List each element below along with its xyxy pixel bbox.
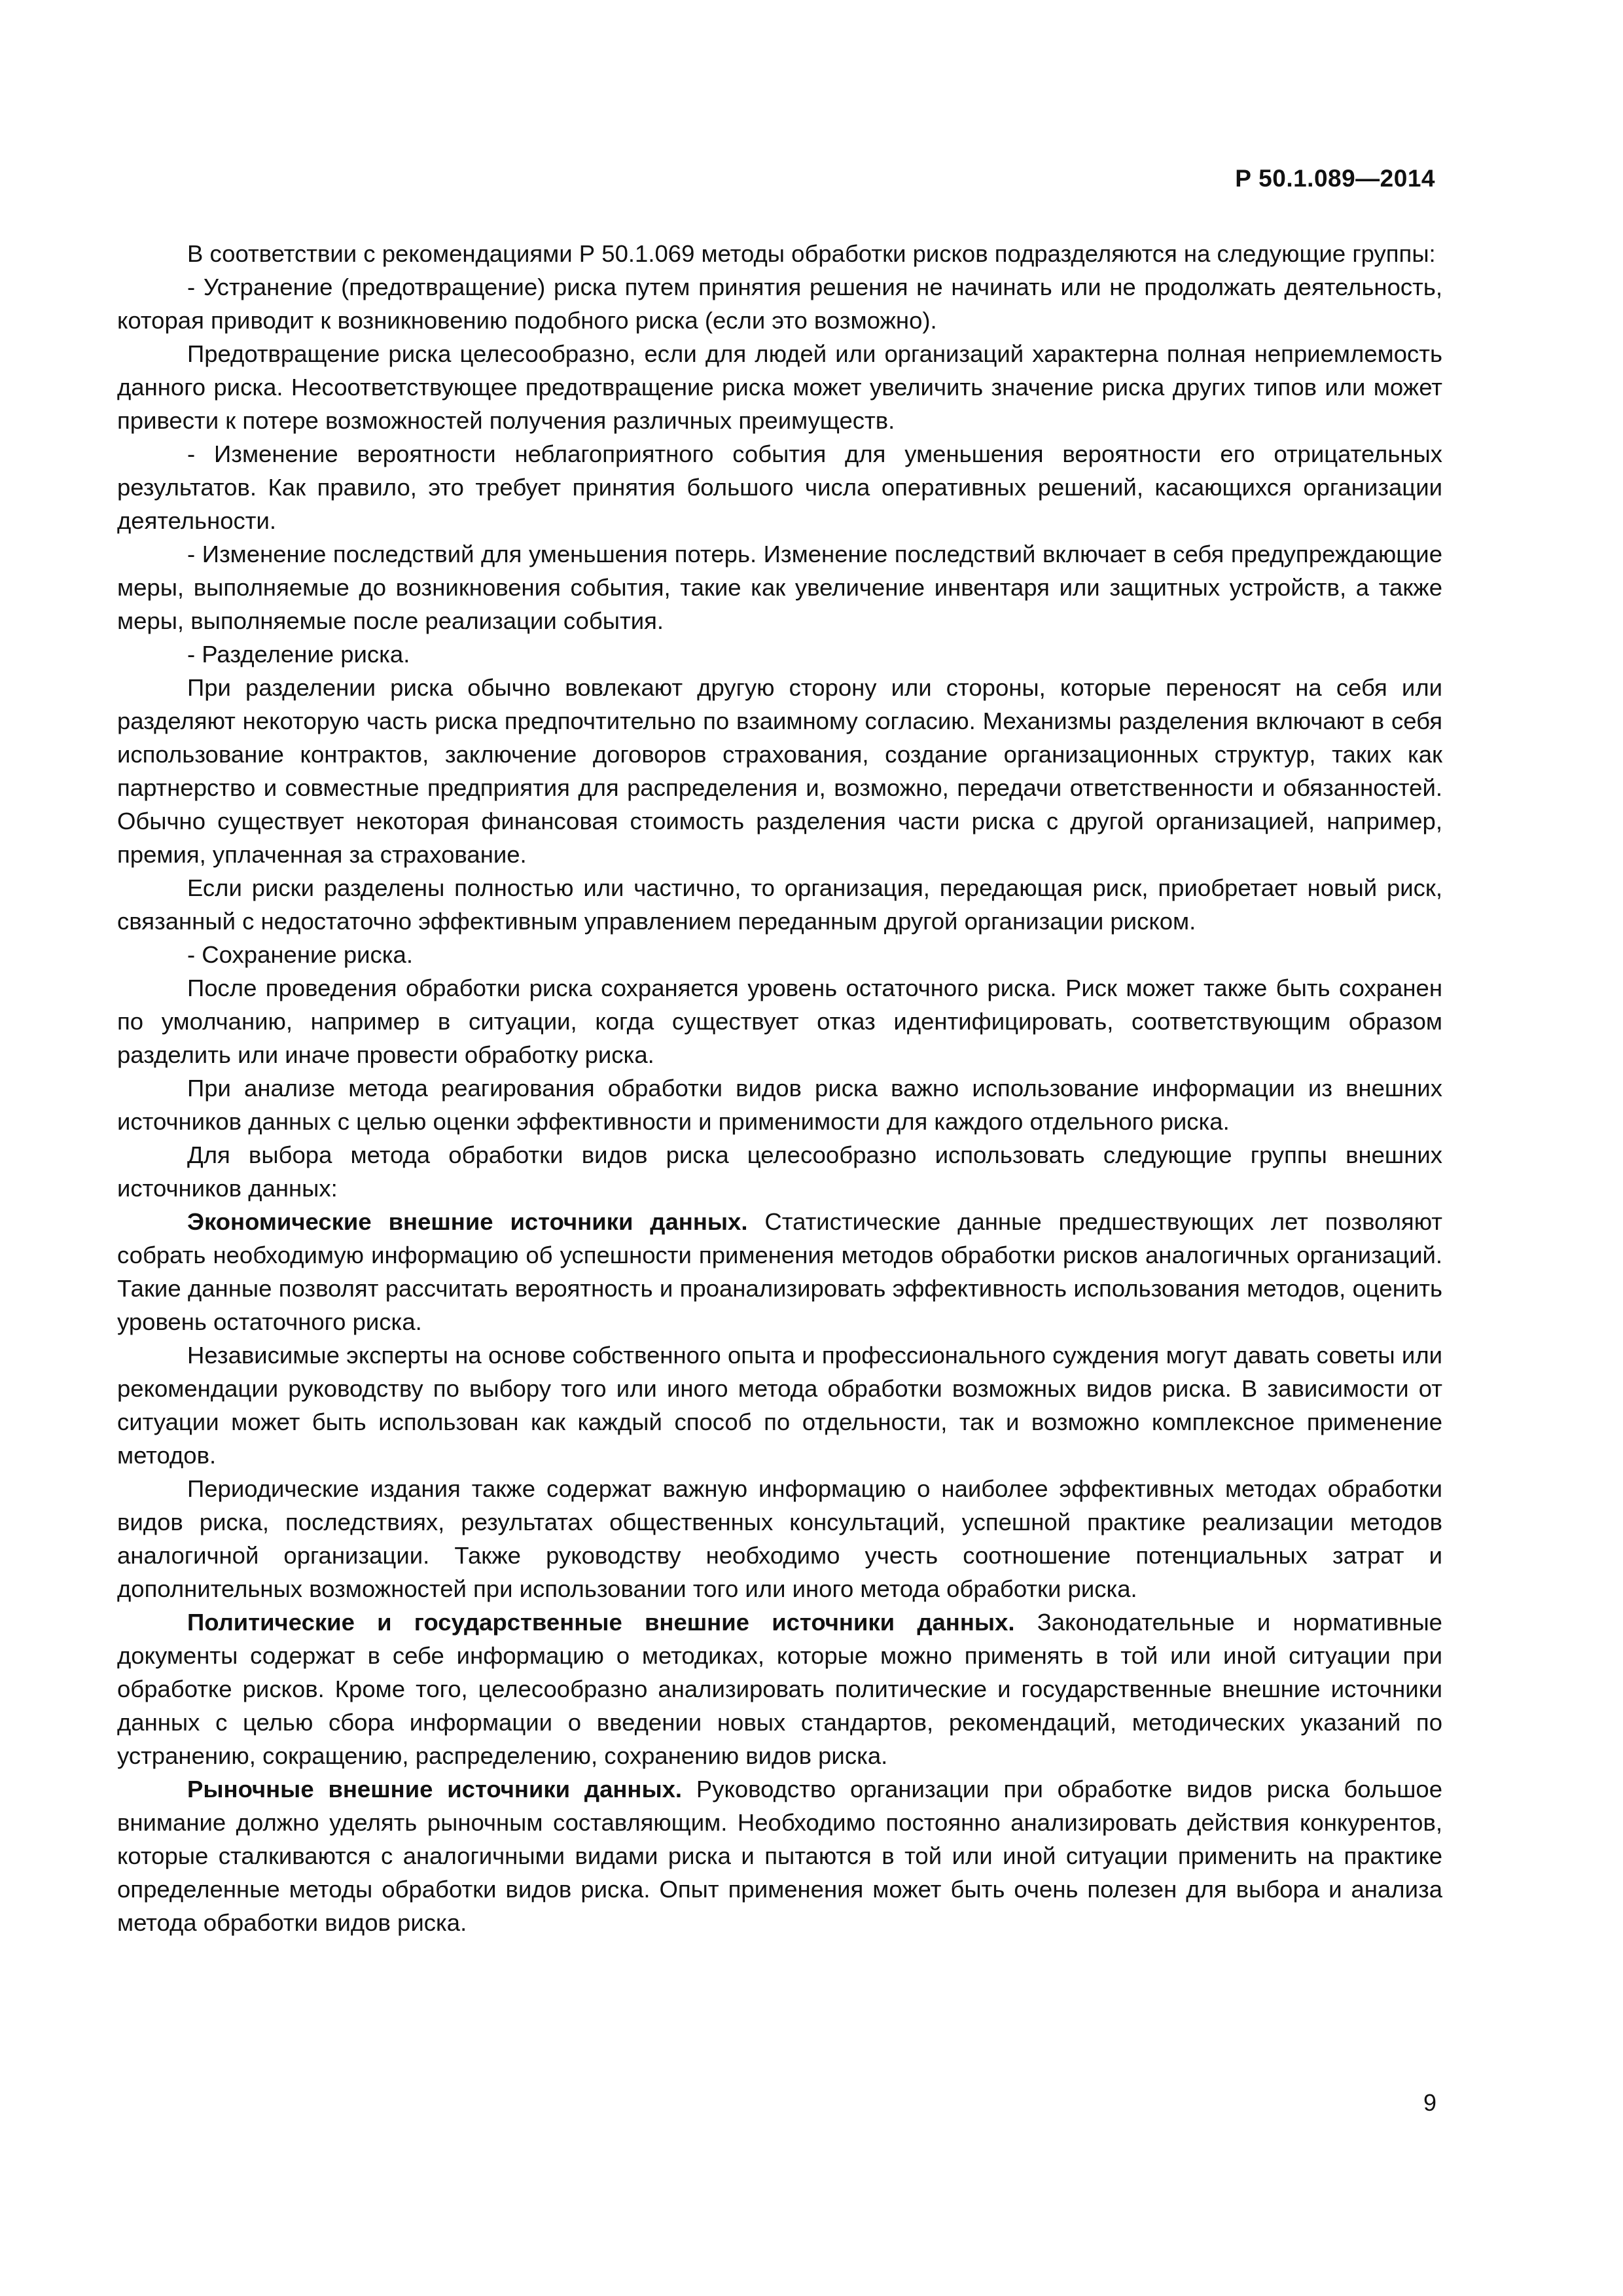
paragraph-heading: Экономические внешние источники данных. bbox=[187, 1208, 748, 1235]
paragraph: - Устранение (предотвращение) риска путем принятия решения не начинать или не продолжать деятельность, которая приводит к возникновению подобного риска (если это возможно). bbox=[117, 274, 1442, 334]
paragraph: Экономические внешние источники данных. Статистические данные предшествующих лет позволяют собрать необходимую информацию об успешности применения методов обработки рисков аналогичных организаций. Такие данные позволят рассчитать вероятность и проанализировать эффективность использования методов, оценить уровень остаточного риска. bbox=[117, 1208, 1442, 1335]
body-text bbox=[117, 237, 1442, 1939]
paragraph: Политические и государственные внешние источники данных. Законодательные и нормативные документы содержат в себе информацию о методиках, которые можно применять в той или иной ситуации при обработке рисков. Кроме того, целесообразно анализировать политические и государственные внешние источники данных с целью сбора информации о введении новых стандартов, рекомендаций, методических указаний по устранению, сокращению, распределению, сохранению видов риска. bbox=[117, 1609, 1442, 1769]
paragraph: Периодические издания также содержат важную информацию о наиболее эффективных методах обработки видов риска, последствиях, результатах общественных консультаций, успешной практике реализации методов аналогичной организации. Также руководству необходимо учесть соотношение потенциальных затрат и дополнительных возможностей при использовании того или иного метода обработки риска. bbox=[117, 1475, 1442, 1602]
paragraph-heading: Рыночные внешние источники данных. bbox=[187, 1776, 683, 1803]
paragraph: - Изменение последствий для уменьшения потерь. Изменение последствий включает в себя предупреждающие меры, выполняемые до возникновения события, такие как увеличение инвентаря или защитных устройств, а также меры, выполняемые после реализации события. bbox=[117, 541, 1442, 634]
paragraph: Рыночные внешние источники данных. Руководство организации при обработке видов риска большое внимание должно уделять рыночным составляющим. Необходимо постоянно анализировать действия конкурентов, которые сталкиваются с аналогичными видами риска и пытаются в той или иной ситуации применить на практике определенные методы обработки видов риска. Опыт применения может быть очень полезен для выбора и анализа метода обработки видов риска. bbox=[117, 1776, 1442, 1936]
paragraph: После проведения обработки риска сохраняется уровень остаточного риска. Риск может также быть сохранен по умолчанию, например в ситуации, когда существует отказ идентифицировать, соответствующим образом разделить или иначе провести обработку риска. bbox=[117, 975, 1442, 1068]
paragraph: - Разделение риска. bbox=[187, 641, 410, 668]
paragraph: Если риски разделены полностью или частично, то организация, передающая риск, приобретает новый риск, связанный с недостаточно эффективным управлением переданным другой организации риском. bbox=[117, 874, 1442, 935]
paragraph: Независимые эксперты на основе собственного опыта и профессионального суждения могут давать советы или рекомендации руководству по выбору того или иного метода обработки возможных видов риска. В зависимости от ситуации может быть использован как каждый способ по отдельности, так и возможно комплексное применение методов. bbox=[117, 1342, 1442, 1469]
paragraph: Предотвращение риска целесообразно, если для людей или организаций характерна полная неприемлемость данного риска. Несоответствующее предотвращение риска может увеличить значение риска других типов или может привести к потере возможностей получения различных преимуществ. bbox=[117, 340, 1442, 434]
paragraph: В соответствии с рекомендациями Р 50.1.069 методы обработки рисков подразделяются на следующие группы: bbox=[187, 240, 1436, 267]
paragraph: При разделении риска обычно вовлекают другую сторону или стороны, которые переносят на себя или разделяют некоторую часть риска предпочтительно по взаимному согласию. Механизмы разделения включают в себя использование контрактов, заключение договоров страхования, создание организационных структур, таких как партнерство и совместные предприятия для распределения и, возможно, передачи ответственности и обязанностей. Обычно существует некоторая финансовая стоимость разделения части риска с другой организацией, например, премия, уплаченная за страхование. bbox=[117, 674, 1442, 868]
document-code: Р 50.1.089—2014 bbox=[1235, 165, 1435, 192]
paragraph: При анализе метода реагирования обработки видов риска важно использование информации из внешних источников данных с целью оценки эффективности и применимости для каждого отдельного риска. bbox=[117, 1075, 1442, 1135]
page-number: 9 bbox=[1423, 2089, 1436, 2116]
paragraph-heading: Политические и государственные внешние источники данных. bbox=[187, 1609, 1015, 1636]
paragraph: - Изменение вероятности неблагоприятного события для уменьшения вероятности его отрицательных результатов. Как правило, это требует принятия большого числа оперативных решений, касающихся организации деятельности. bbox=[117, 440, 1442, 534]
paragraph: - Сохранение риска. bbox=[187, 941, 413, 968]
paragraph: Для выбора метода обработки видов риска целесообразно использовать следующие группы внешних источников данных: bbox=[117, 1141, 1442, 1202]
